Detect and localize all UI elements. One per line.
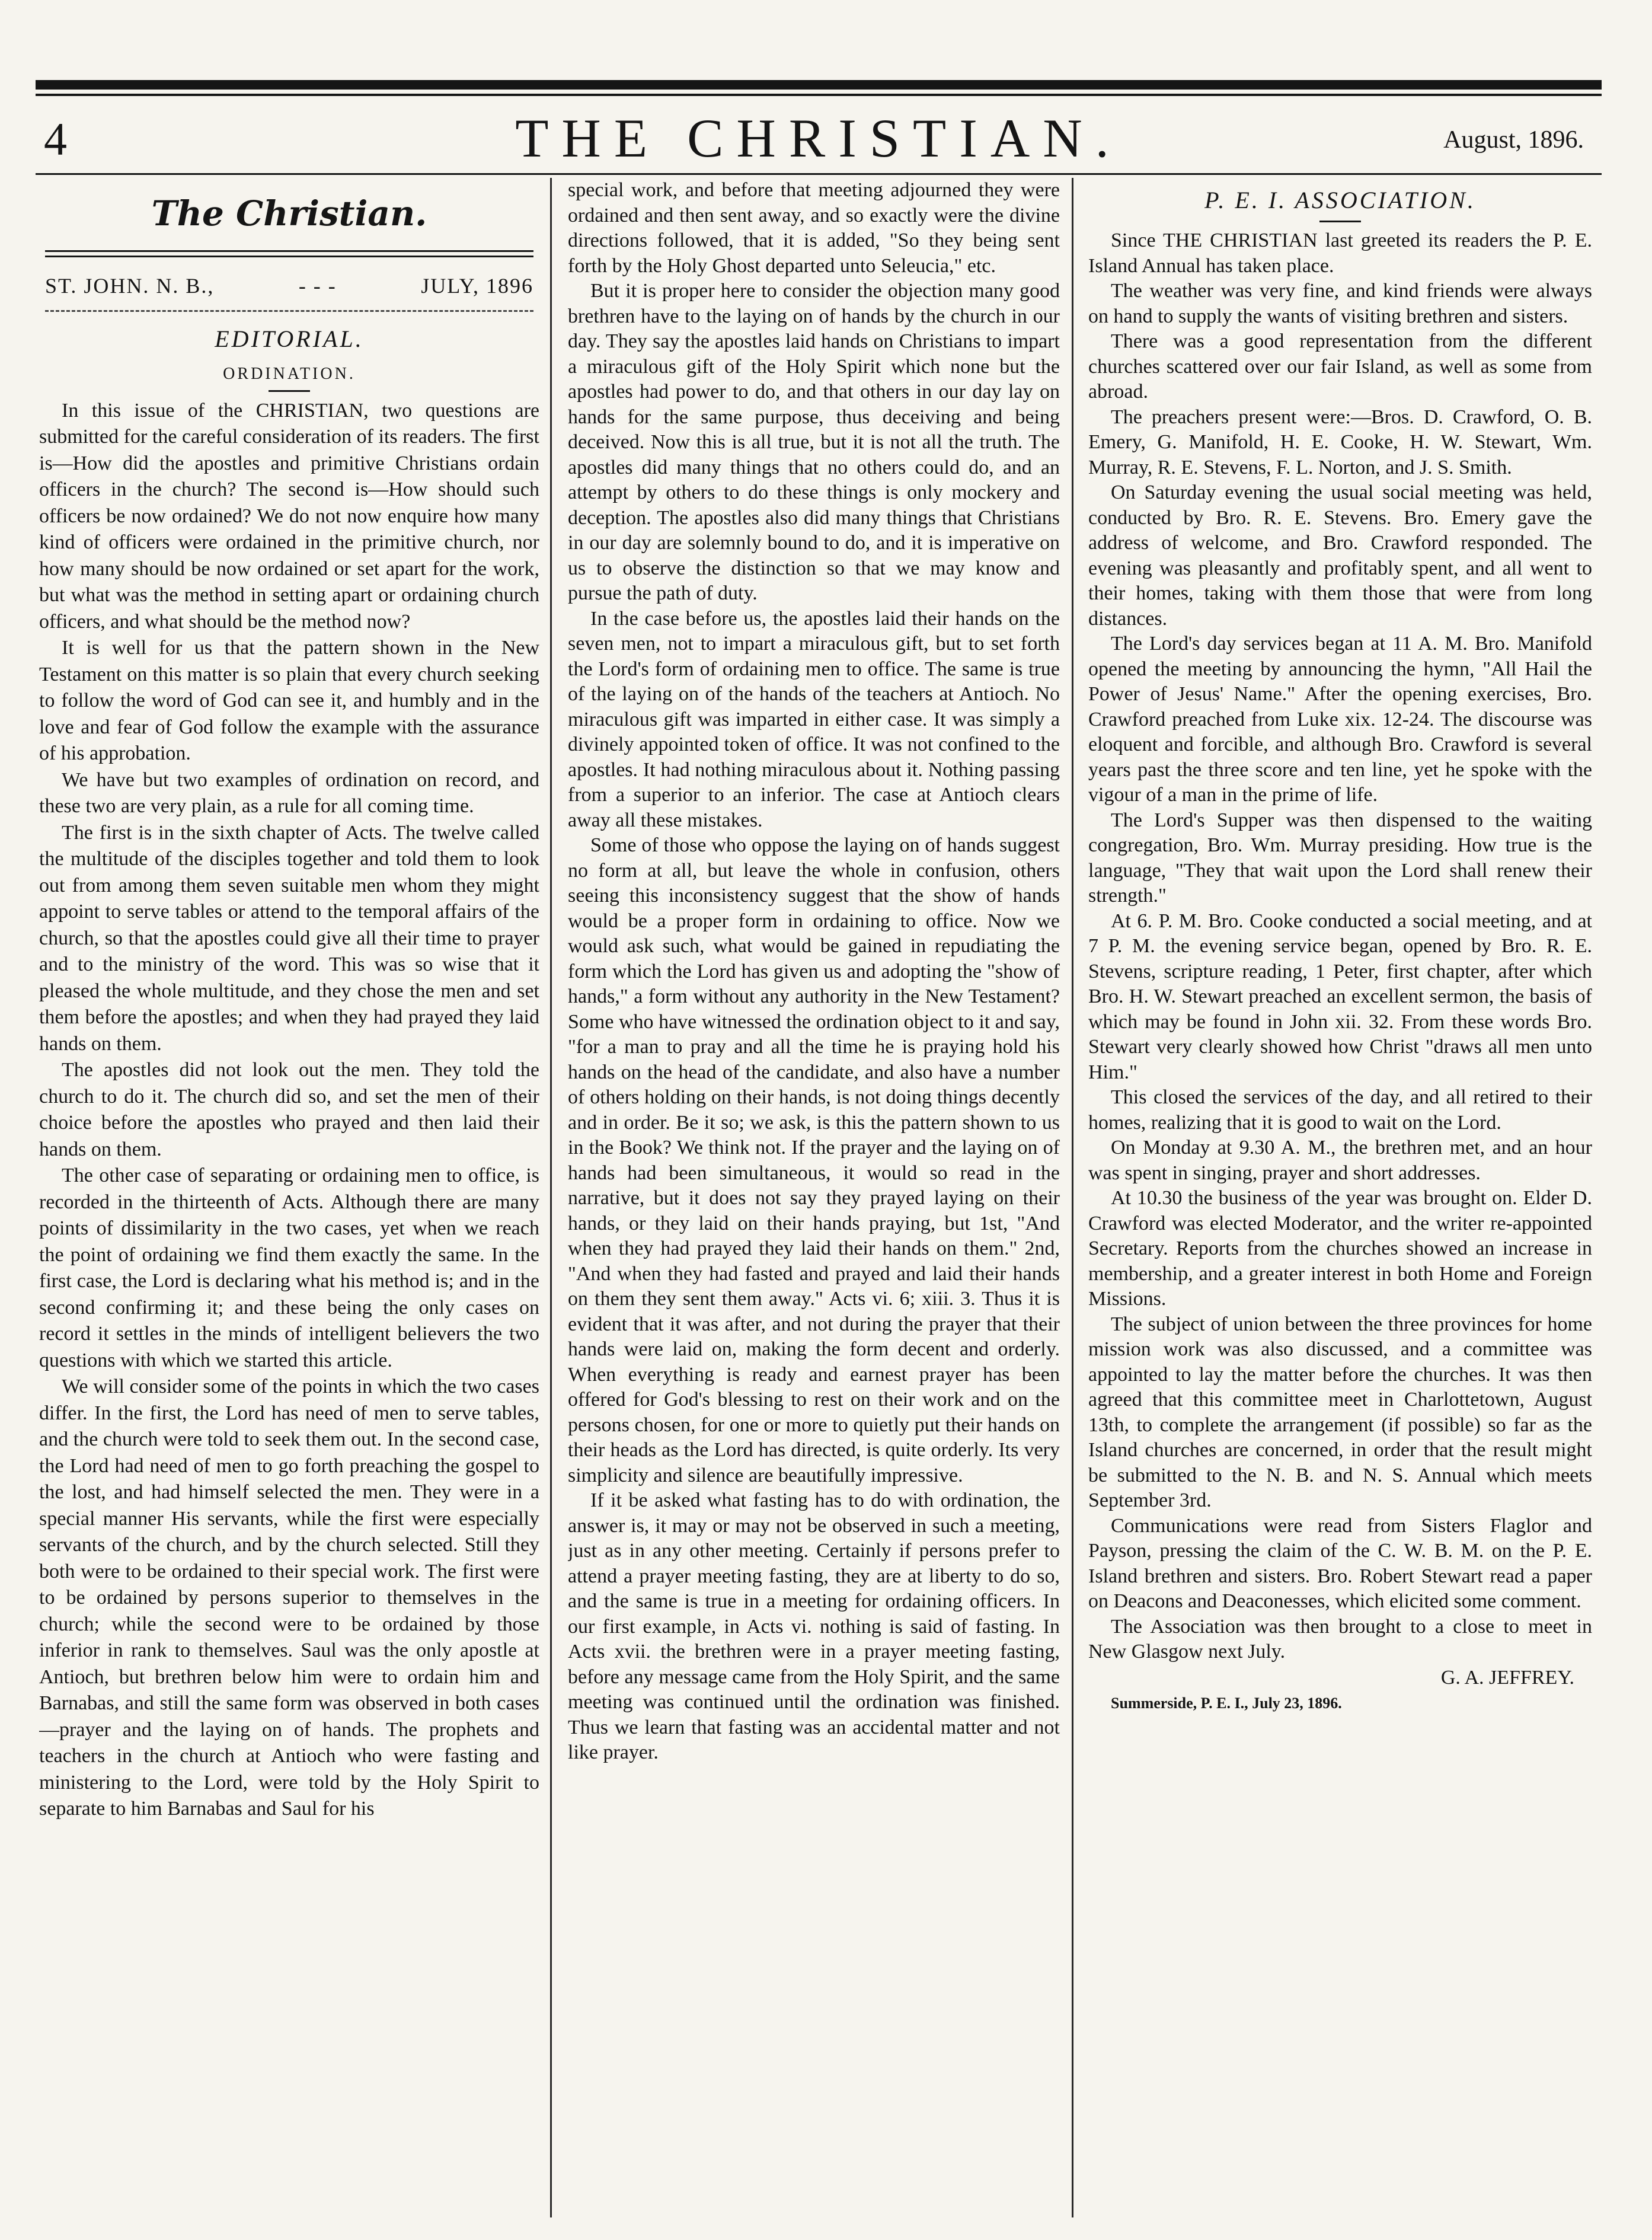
- blackletter-title: The Christian.: [151, 193, 427, 234]
- short-rule: [269, 390, 310, 392]
- page-number: 4: [44, 113, 67, 165]
- association-title: P. E. I. ASSOCIATION.: [1204, 187, 1476, 213]
- paragraph: The first is in the sixth chapter of Acts. The twelve called the multitude of the disciples together and told them to look out from among them seven suitable men whom they might appoint to serve tables or attend to the temporal affairs of the church, so that the apostles could give all their time to prayer and to the ministry of the word. This was so wise that it pleased the whole multitude, and they chose the men and set them before the apostles; and when they had prayed they laid hands on them.: [39, 821, 539, 1055]
- paragraph: On Saturday evening the usual social meeting was held, conducted by Bro. R. E. Stevens. Bro. Emery gave the address of welcome, and Bro. Crawford responded. The evening was pleasantly and profitably spent, and all went to their homes, taking with them those that were from long distances.: [1088, 481, 1592, 630]
- paragraph: The subject of union between the three provinces for home mission work was also discussed, and a committee was appointed to lay the matter before the churches. It was then agreed that this committee meet in Charlottetown, August 13th, to complete the arrangement (if possible) so far as the Island churches are concerned, in order that the result might be submitted to the N. B. and N. S. Annual which meets September 3rd.: [1088, 1313, 1592, 1511]
- signature-place-date: Summerside, P. E. I., July 23, 1896.: [1111, 1695, 1342, 1712]
- issue-date: August, 1896.: [1443, 126, 1584, 154]
- paragraph: There was a good representation from the different churches scattered over our fair Island, as well as some from abroad.: [1088, 330, 1592, 403]
- dateline-rule: [45, 310, 533, 312]
- column-association: [1088, 178, 1592, 2229]
- top-heavy-rule: [36, 80, 1602, 90]
- paragraph: special work, and before that meeting adjourned they were ordained and then sent away, and so exactly were the divine directions followed, that it is added, "So they being sent forth by the Holy Ghost departed unto Seleucia," etc.: [568, 179, 1060, 277]
- paragraph: Some of those who oppose the laying on of hands suggest no form at all, but leave the whole in confusion, others seeing this inconsistency suggest that the show of hands would be a proper form in ordaining to office. Now we would ask such, what would be gained in repudiating the form which the Lord has given us and adopting the "show of hands," a form without any authority in the New Testament? Some who have witnessed the ordination object to it and say, "for a man to pray and all the time he is praying hold his hands on the head of the candidate, and also have a number of others holding on their hands, is not doing things decently and in order. Be it so; we ask, is this the pattern shown to us in the Book? We think not. If the prayer and the laying on of hands had been simultaneous, it would so read in the narrative, but it does not say they prayed laying on their hands, or they laid on their hands praying, but 1st, "And when they had prayed they laid their hands on them." 2nd, "And when they had fasted and prayed and laid their hands on them they sent them away." Acts vi. 6; xiii. 3. Thus it is evident that it was after, and not during the prayer that their hands were laid on, making the form decent and orderly. When everything is ready and earnest prayer has been offered for God's blessing to rest on their work and on the persons chosen, for one or more to quietly put their hands on their heads as the Lord has directed, is quite orderly. Its very simplicity and silence are beautifully impressive.: [568, 834, 1060, 1486]
- header-rule: [36, 173, 1602, 175]
- dateline-place: ST. JOHN. N. B.,: [45, 274, 215, 298]
- paragraph: On Monday at 9.30 A. M., the brethren met, and an hour was spent in singing, prayer and short addresses.: [1088, 1137, 1592, 1184]
- column-divider-2: [1072, 178, 1073, 2217]
- paragraph: The Lord's day services began at 11 A. M. Bro. Manifold opened the meeting by announcing the hymn, "All Hail the Power of Jesus' Name." After the opening exercises, Bro. Crawford preached from Luke xix. 12-24. The discourse was eloquent and forcible, and although Bro. Crawford is several years past the three score and ten line, yet he spoke with the vigour of a man in the prime of life.: [1088, 633, 1592, 806]
- paragraph: We have but two examples of ordination on record, and these two are very plain, as a rule for all coming time.: [39, 768, 539, 817]
- paragraph: The Lord's Supper was then dispensed to the waiting congregation, Bro. Wm. Murray presiding. How true is the language, "They that wait upon the Lord shall renew their strength.": [1088, 809, 1592, 907]
- paragraph: The apostles did not look out the men. They told the church to do it. The church did so, and set the men of their choice before the apostles who prayed and then laid their hands on them.: [39, 1059, 539, 1160]
- paragraph: The Association was then brought to a close to meet in New Glasgow next July.: [1088, 1615, 1592, 1663]
- paragraph: Communications were read from Sisters Flaglor and Payson, pressing the claim of the C. W. B. M. on the P. E. Island brethren and sisters. Bro. Robert Stewart read a paper on Deacons and Deaconesses, which elicited some comment.: [1088, 1514, 1592, 1612]
- masthead-title: THE CHRISTIAN.: [515, 108, 1122, 168]
- dateline-dots: - - -: [298, 274, 337, 298]
- title-double-rule: [45, 250, 533, 257]
- paragraph: It is well for us that the pattern shown in the New Testament on this matter is so plain that every church seeking to follow the word of God can see it, and humbly and in the love and fear of God follow the example with the assurance of his approbation.: [39, 637, 539, 764]
- column-divider-1: [550, 178, 552, 2217]
- paragraph: The other case of separating or ordaining men to office, is recorded in the thirteenth of Acts. Although there are many points of dissimilarity in the two cases, yet when we reach the point of ordaining we find them exactly the same. In the first case, the Lord is declaring what his method is; and in the second confirming it; and these being the only cases on record it settles in the minds of intelligent believers the two questions with which we started this article.: [39, 1164, 539, 1371]
- paragraph: At 10.30 the business of the year was brought on. Elder D. Crawford was elected Moderator, and the writer re-appointed Secretary. Reports from the churches showed an increase in membership, and a greater interest in both Home and Foreign Missions.: [1088, 1187, 1592, 1310]
- page-header: [36, 102, 1602, 173]
- dateline: [39, 273, 539, 299]
- paragraph: We will consider some of the points in which the two cases differ. In the first, the Lord has need of men to serve tables, and the church were told to seek them out. In the second case, the Lord had need of men to go forth preaching the gospel to the lost, and had himself selected the men. They were in a special manner His servants, while the first were especially servants of the church, and by the church selected. Still they both were to be ordained to their special work. The first were to be ordained by persons superior to themselves in the church; while the second were to be ordained by those inferior in rank to themselves. Saul was the only apostle at Antioch, but brethren below him were to ordain him and Barnabas, and still the same form was observed in both cases—prayer and the laying on of hands. The prophets and teachers in the church at Antioch who were fasting and ministering to the Lord, were told by the Holy Spirit to separate to him Barnabas and Saul for his: [39, 1376, 539, 1820]
- author-signature: G. A. JEFFREY.: [1440, 1666, 1574, 1689]
- dateline-date: JULY, 1896: [421, 274, 533, 298]
- paragraph: This closed the services of the day, and all retired to their homes, realizing that it is good to wait on the Lord.: [1088, 1086, 1592, 1134]
- short-rule: [1319, 221, 1361, 222]
- column-editorial: [39, 178, 539, 2229]
- paragraph: In the case before us, the apostles laid their hands on the seven men, not to impart a miraculous gift, but to set forth the Lord's form of ordaining men to office. The same is true of the laying on of the hands of the teachers at Antioch. No miraculous gift was imparted in either case. It was simply a divinely appointed token of office. It was not confined to the apostles. It had nothing miraculous about it. Nothing passing from a superior to an inferior. The case at Antioch clears away all these mistakes.: [568, 607, 1060, 831]
- paragraph: In this issue of the CHRISTIAN, two questions are submitted for the careful consideration of its readers. The first is—How did the apostles and primitive Christians ordain officers in the church? The second is—How should such officers be now ordained? We do not now enquire how many kind of officers were ordained in the primitive church, nor how many should be now ordained or set apart for the work, but what was the method in setting apart or ordaining church officers, and what should be the method now?: [39, 399, 539, 633]
- subsection-title: ORDINATION.: [223, 364, 356, 383]
- paragraph: Since THE CHRISTIAN last greeted its readers the P. E. Island Annual has taken place.: [1088, 229, 1592, 277]
- paragraph: But it is proper here to consider the objection many good brethren have to the laying on of hands by the church in our day. They say the apostles laid hands on Christians to impart a miraculous gift of the Holy Spirit which none but the apostles had power to do, and that others in our day lay on hands for the same purpose, thus deceiving and being deceived. Now this is all true, but it is not all the truth. The apostles did many things that no others could do, and an attempt by others to do these things is only mockery and deception. The apostles also did many things that Christians in our day are solemnly bound to do, and it is imperative on us to observe the distinction so that we may know and pursue the path of duty.: [568, 280, 1060, 604]
- top-thin-rule: [36, 94, 1602, 96]
- column-editorial-continued: [568, 178, 1060, 2229]
- paragraph: If it be asked what fasting has to do with ordination, the answer is, it may or may not be observed in such a meeting, just as in any other meeting. Certainly if persons prefer to attend a prayer meeting fasting, they are at liberty to do so, and the same is true in a meeting for ordaining officers. In our first example, in Acts vi. nothing is said of fasting. In Acts xvii. the brethren were in a prayer meeting fasting, before any message came from the Holy Spirit, and the same meeting was continued until the ordination was finished. Thus we learn that fasting was an accidental matter and not like prayer.: [568, 1489, 1060, 1763]
- paragraph: At 6. P. M. Bro. Cooke conducted a social meeting, and at 7 P. M. the evening service began, opened by Bro. R. E. Stevens, scripture reading, 1 Peter, first chapter, after which Bro. H. W. Stewart preached an excellent sermon, the basis of which may be found in John xii. 32. From these words Bro. Stewart very clearly showed how Christ "draws all men unto Him.": [1088, 910, 1592, 1083]
- paragraph: The weather was very fine, and kind friends were always on hand to supply the wants of visiting brethren and sisters.: [1088, 280, 1592, 327]
- section-title: EDITORIAL.: [215, 325, 364, 352]
- paragraph: The preachers present were:—Bros. D. Crawford, O. B. Emery, G. Manifold, H. E. Cooke, H. W. Stewart, Wm. Murray, R. E. Stevens, F. L. Norton, and J. S. Smith.: [1088, 406, 1592, 478]
